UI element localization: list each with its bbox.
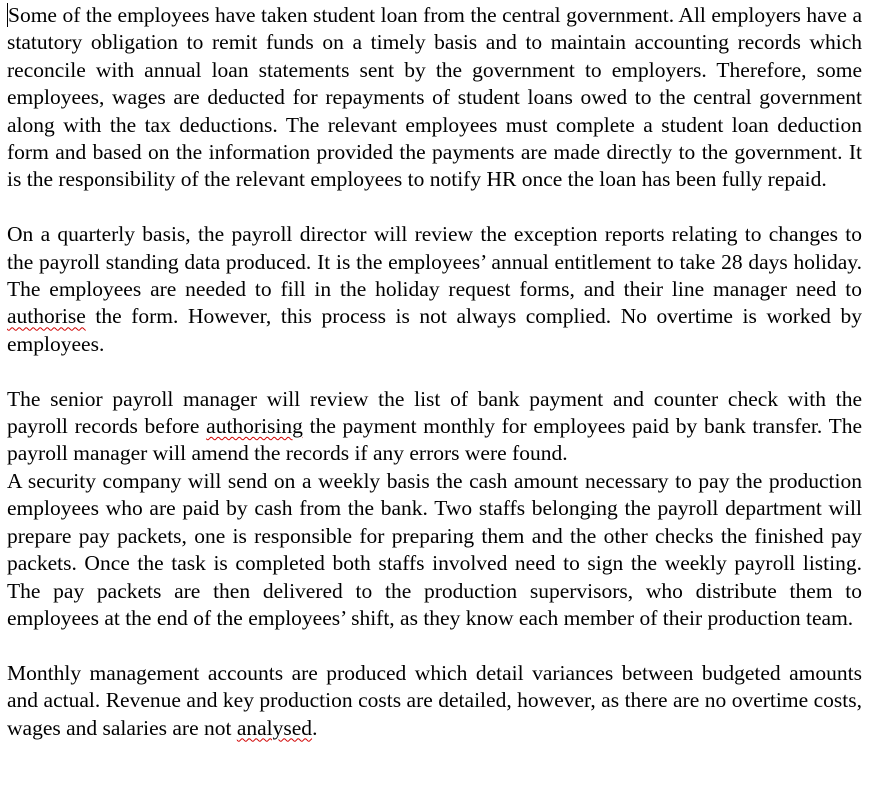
paragraph-student-loans <box>7 2 862 194</box>
paragraph-gap <box>7 194 862 221</box>
paragraph-text: Monthly management accounts are produced which detail variances between budgeted amounts and actual. Revenue and key production costs are detailed, however, as there are no overtime costs, wages and salaries are not <box>7 660 862 740</box>
paragraph-text: On a quarterly basis, the payroll director will review the exception reports relating to changes to the payroll standing data produced. It is the employees’ annual entitlement to take 28 days holiday. The employees are needed to fill in the holiday request forms, and their line manager need to <box>7 222 862 302</box>
paragraph-text: . <box>312 715 318 740</box>
paragraph-cash-payments: A security company will send on a weekly basis the cash amount necessary to pay the production employees who are paid by cash from the bank. Two staffs belonging the payroll department will prepare pay packets, one is responsible for preparing them and the other checks the finished pay packets. Once the task is completed both staffs involved need to sign the weekly payroll listing. The pay packets are then delivered to the production supervisors, who distribute them to employees at the end of the employees’ shift, as they know each member of their production team. <box>7 468 862 630</box>
paragraph-text: the form. However, this process is not always complied. No overtime is worked by employees. <box>7 304 862 356</box>
paragraph-text: Some of the employees have taken student loan from the central government. All employers have a statutory obligation to remit funds on a timely basis and to maintain accounting records which reconcile with annual loan statements sent by the government to employers. Therefore, some employees, wages are deducted for repayments of student loans owed to the central government along with the tax deductions. The relevant employees must complete a student loan deduction form and based on the information provided the payments are made directly to the government. It is the responsibility of the relevant employees to notify HR once the loan has been fully repaid. <box>7 3 862 192</box>
paragraph-holiday <box>7 221 862 358</box>
spellcheck-flagged-word[interactable]: authorise <box>7 304 86 329</box>
spellcheck-flagged-word[interactable]: authorising <box>206 414 303 439</box>
paragraph-gap <box>7 358 862 385</box>
paragraph-gap <box>7 632 862 659</box>
document-body[interactable] <box>7 2 862 742</box>
paragraph-text: The senior payroll manager will review the list of bank payment and counter check with the payroll records before <box>7 386 862 439</box>
spellcheck-flagged-word[interactable]: analysed <box>236 715 313 740</box>
paragraph-text: the payment monthly for employees paid by bank transfer. The payroll manager will amend the records if any errors were found. <box>7 414 862 466</box>
paragraph-management-accounts <box>7 660 862 742</box>
paragraph-bank-payments <box>7 386 862 468</box>
